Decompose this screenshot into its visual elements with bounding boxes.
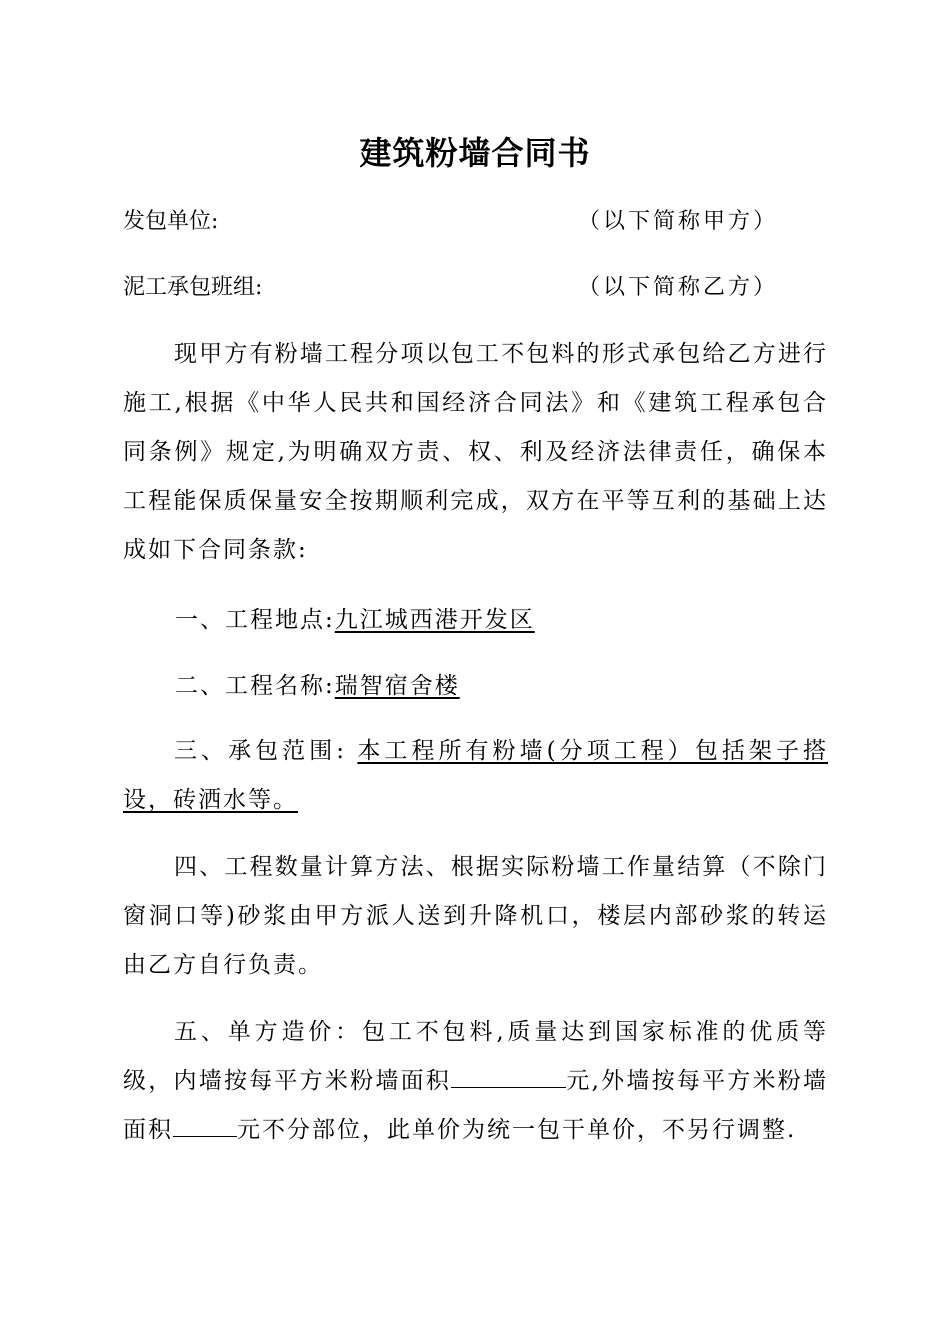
- party-a-line: [123, 204, 823, 240]
- party-b-line: [123, 270, 823, 306]
- party-b-note: （以下简称乙方）: [578, 275, 779, 300]
- clause-1: [175, 602, 535, 638]
- clause-3-value: 本工程所有粉墙(分项工程）包括架子搭设，砖洒水等。: [123, 738, 829, 813]
- intro-paragraph: 现甲方有粉墙工程分项以包工不包料的形式承包给乙方进行施工,根据《中华人民共和国经济合同法》和《建筑工程承包合同条例》规定,为明确双方责、权、利及经济法律责任，确保本工程能保质保量安全按期顺利完成，双方在平等互利的基础上达成如下合同条款:: [123, 341, 828, 563]
- clause-2-value: 瑞智宿舍楼: [334, 673, 460, 699]
- clause-5-text-2: 元,外墙按每平方米粉墙面积: [123, 1068, 829, 1143]
- clause-3-label: 三、承包范围:: [174, 738, 346, 764]
- inner-wall-price-blank[interactable]: [451, 1061, 566, 1088]
- party-a-note: （以下简称甲方）: [578, 209, 779, 234]
- party-b-label: 泥工承包班组:: [123, 275, 263, 300]
- clause-5: [123, 1008, 828, 1155]
- document-title: 建筑粉墙合同书: [359, 134, 591, 172]
- clause-1-label: 一、工程地点:: [175, 607, 335, 633]
- clause-1-value: 九江城西港开发区: [334, 607, 535, 633]
- party-a-label: 发包单位:: [123, 209, 219, 234]
- clause-2: [175, 668, 460, 704]
- outer-wall-price-blank[interactable]: [173, 1110, 237, 1137]
- clause-4: 四、工程数量计算方法、根据实际粉墙工作量结算（不除门窗洞口等)砂浆由甲方派人送到升降机口，楼层内部砂浆的转运由乙方自行负责。: [123, 854, 828, 978]
- clause-3: [123, 727, 828, 825]
- clause-5-text-1: 五、单方造价：包工不包料,质量达到国家标准的优质等级，内墙按每平方米粉墙面积: [123, 1019, 828, 1094]
- clause-5-text-3: 元不分部位，此单价为统一包干单价，不另行调整.: [237, 1117, 797, 1143]
- clause-2-label: 二、工程名称:: [175, 673, 335, 699]
